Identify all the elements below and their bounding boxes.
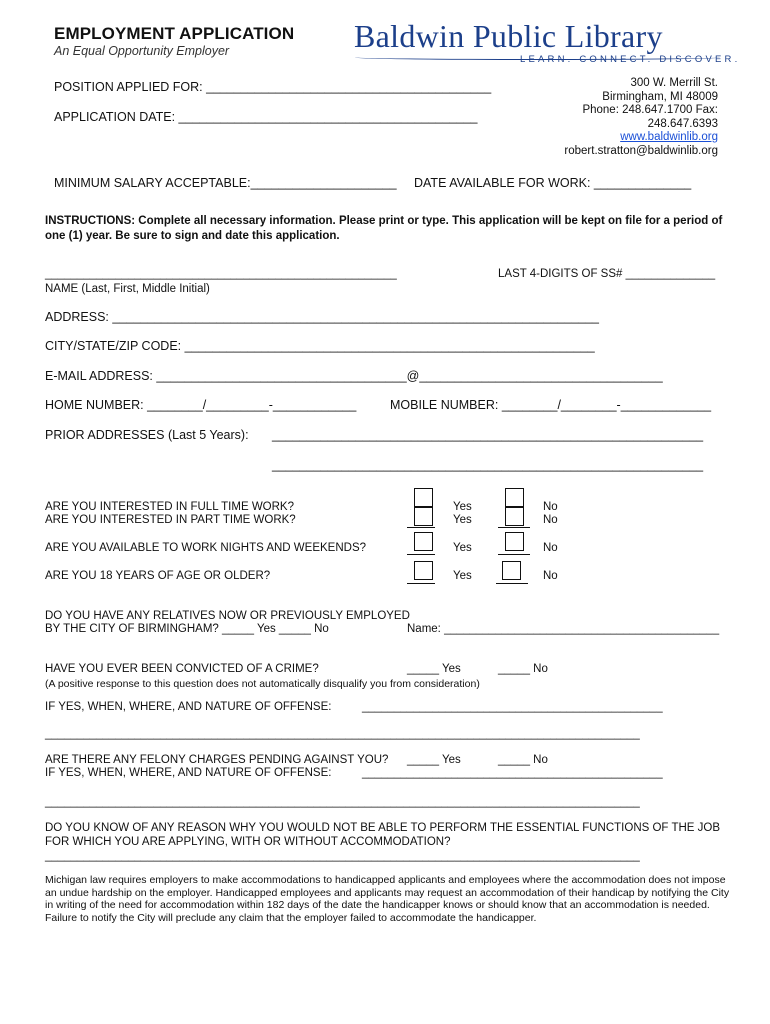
felony-yes-option[interactable]: _____ Yes xyxy=(407,754,461,766)
date-available-field[interactable]: DATE AVAILABLE FOR WORK: ______________ xyxy=(414,176,692,190)
crime-yes-option[interactable]: _____ Yes xyxy=(407,663,461,675)
relatives-question-line-2[interactable]: BY THE CITY OF BIRMINGHAM? _____ Yes _____ No xyxy=(45,623,329,635)
age-question: ARE YOU 18 YEARS OF AGE OR OLDER? xyxy=(45,570,271,582)
form-title: EMPLOYMENT APPLICATION xyxy=(54,24,295,43)
library-address-block xyxy=(564,77,718,158)
nights-yes-checkbox[interactable] xyxy=(414,532,433,551)
part-time-no-label: No xyxy=(543,514,558,526)
address-line-1: 300 W. Merrill St. xyxy=(630,77,718,89)
prior-address-line-1[interactable]: ______________________________________________________________ xyxy=(272,428,704,442)
application-date-field[interactable]: APPLICATION DATE: ___________________________________________ xyxy=(54,110,478,124)
address-field[interactable]: ADDRESS: ______________________________________________________________________ xyxy=(45,310,600,324)
instructions-text: INSTRUCTIONS: Complete all necessary information. Please print or type. This application will be kept on file for a period of one (1) year. Be sure to sign and date this application. xyxy=(45,215,723,242)
full-time-no-underline xyxy=(498,527,530,528)
essential-functions-question: DO YOU KNOW OF ANY REASON WHY YOU WOULD NOT BE ABLE TO PERFORM THE ESSENTIAL FUNCTIONS OF THE JOB FOR WHICH YOU ARE APPLYING, WITH OR WITHOUT ACCOMMODATION? xyxy=(45,822,721,848)
full-time-question: ARE YOU INTERESTED IN FULL TIME WORK? xyxy=(45,501,294,513)
felony-offense-question: IF YES, WHEN, WHERE, AND NATURE OF OFFENSE: xyxy=(45,767,332,779)
prior-addresses-label: PRIOR ADDRESSES (Last 5 Years): xyxy=(45,428,249,442)
website-link[interactable]: www.baldwinlib.org xyxy=(620,131,718,143)
library-logo-tagline: LEARN. CONNECT. DISCOVER. xyxy=(520,54,741,65)
minimum-salary-field[interactable]: MINIMUM SALARY ACCEPTABLE:_____________________ xyxy=(54,176,397,190)
offense-question: IF YES, WHEN, WHERE, AND NATURE OF OFFENSE: xyxy=(45,701,332,713)
part-time-no-checkbox[interactable] xyxy=(505,507,524,526)
nights-weekends-question: ARE YOU AVAILABLE TO WORK NIGHTS AND WEEKENDS? xyxy=(45,542,367,554)
home-number-field[interactable]: HOME NUMBER: ________/_________-____________ xyxy=(45,398,357,412)
felony-question: ARE THERE ANY FELONY CHARGES PENDING AGAINST YOU? xyxy=(45,754,389,766)
prior-address-line-2[interactable]: ______________________________________________________________ xyxy=(272,458,704,472)
nights-yes-label: Yes xyxy=(453,542,472,554)
phone-line: Phone: 248.647.1700 Fax: xyxy=(582,104,718,116)
city-state-zip-field[interactable]: CITY/STATE/ZIP CODE: ___________________________________________________________ xyxy=(45,339,595,353)
email-field[interactable]: E-MAIL ADDRESS: ____________________________________@___________________________________ xyxy=(45,369,663,383)
relatives-question-line-1: DO YOU HAVE ANY RELATIVES NOW OR PREVIOUSLY EMPLOYED xyxy=(45,610,410,622)
nights-yes-underline xyxy=(407,554,435,555)
offense-field[interactable]: _______________________________________________ xyxy=(362,701,663,713)
full-time-yes-underline xyxy=(407,527,435,528)
crime-no-option[interactable]: _____ No xyxy=(498,663,548,675)
essential-functions-line[interactable]: _____________________________________________________________________________________________ xyxy=(45,850,640,862)
name-caption: NAME (Last, First, Middle Initial) xyxy=(45,283,210,295)
full-time-yes-label: Yes xyxy=(453,501,472,513)
age-no-checkbox[interactable] xyxy=(502,561,521,580)
position-applied-field[interactable]: POSITION APPLIED FOR: _________________________________________ xyxy=(54,80,492,94)
felony-no-option[interactable]: _____ No xyxy=(498,754,548,766)
age-no-underline xyxy=(496,583,528,584)
age-yes-label: Yes xyxy=(453,570,472,582)
name-line[interactable]: _______________________________________________________ xyxy=(45,268,397,280)
full-time-no-checkbox[interactable] xyxy=(505,488,524,507)
nights-no-underline xyxy=(498,554,530,555)
offense-extra-line[interactable]: _____________________________________________________________________________________________ xyxy=(45,728,640,740)
crime-question: HAVE YOU EVER BEEN CONVICTED OF A CRIME? xyxy=(45,663,319,675)
age-yes-checkbox[interactable] xyxy=(414,561,433,580)
crime-note: (A positive response to this question does not automatically disqualify you from consideration) xyxy=(45,678,480,690)
part-time-question: ARE YOU INTERESTED IN PART TIME WORK? xyxy=(45,514,296,526)
fax-line: 248.647.6393 xyxy=(647,117,718,130)
age-no-label: No xyxy=(543,570,558,582)
library-logo-name: Baldwin Public Library xyxy=(354,18,663,54)
part-time-yes-label: Yes xyxy=(453,514,472,526)
nights-no-label: No xyxy=(543,542,558,554)
part-time-yes-checkbox[interactable] xyxy=(414,507,433,526)
michigan-law-notice: Michigan law requires employers to make accommodations to handicapped applicants and employees where the accommodation does not impose an undue hardship on the employer. Handicapped employees and applicants may request an accommodation of their handicap by notifying the City in writing of the need for accommodation within 182 days of the date the handicapper knows or should know that an accommodation is needed. Failure to notify the City will preclude any claim that the employer failed to accommodate the handicapper. xyxy=(45,874,730,924)
address-line-2: Birmingham, MI 48009 xyxy=(602,90,718,103)
full-time-yes-checkbox[interactable] xyxy=(414,488,433,507)
age-yes-underline xyxy=(407,583,435,584)
contact-email: robert.stratton@baldwinlib.org xyxy=(564,144,718,157)
full-time-no-label: No xyxy=(543,501,558,513)
relatives-name-field[interactable]: Name: ___________________________________________ xyxy=(407,623,720,635)
nights-no-checkbox[interactable] xyxy=(505,532,524,551)
felony-offense-field[interactable]: _______________________________________________ xyxy=(362,767,663,779)
form-subtitle: An Equal Opportunity Employer xyxy=(54,44,230,58)
ssn-field[interactable]: LAST 4-DIGITS OF SS# ______________ xyxy=(498,268,716,280)
felony-extra-line[interactable]: _____________________________________________________________________________________________ xyxy=(45,796,640,808)
mobile-number-field[interactable]: MOBILE NUMBER: ________/________-_____________ xyxy=(390,398,712,412)
